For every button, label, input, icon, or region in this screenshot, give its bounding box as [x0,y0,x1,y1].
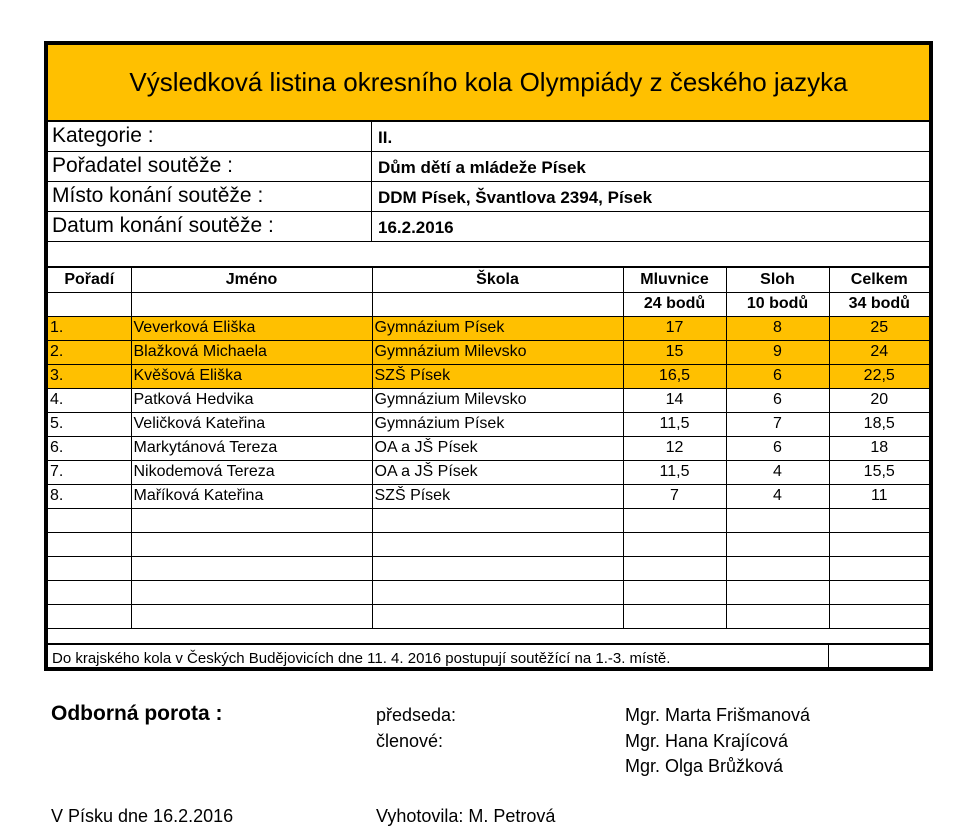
grammar-cell: 15 [623,340,726,364]
chair-name: Mgr. Marta Frišmanová [625,705,811,725]
info-row-venue [48,182,929,212]
school-cell: Gymnázium Písek [372,316,623,340]
table-row [48,484,929,508]
empty-cell [131,532,372,556]
school-cell: Gymnázium Milevsko [372,340,623,364]
info-label: Datum konání soutěže : [52,214,274,237]
subheader-name [131,292,372,316]
rank-cell: 8. [48,484,131,508]
total-cell: 22,5 [829,364,929,388]
school-cell: Gymnázium Milevsko [372,388,623,412]
rank-cell: 1. [48,316,131,340]
total-cell: 20 [829,388,929,412]
school-cell: SZŠ Písek [372,484,623,508]
empty-cell [623,580,726,604]
header-grammar: Mluvnice [623,268,726,292]
rank-cell: 5. [48,412,131,436]
empty-cell [372,508,623,532]
table-row [48,436,929,460]
empty-cell [726,580,829,604]
chair-label: předseda: [376,705,457,725]
total-cell: 18,5 [829,412,929,436]
essay-cell: 9 [726,340,829,364]
school-cell: OA a JŠ Písek [372,436,623,460]
empty-cell [372,580,623,604]
empty-row [48,580,929,604]
name-cell: Veličková Kateřina [131,412,372,436]
header-essay: Sloh [726,268,829,292]
table-row [48,316,929,340]
table-row [48,412,929,436]
grammar-cell: 11,5 [623,412,726,436]
empty-cell [623,604,726,628]
empty-cell [623,556,726,580]
empty-cell [48,556,131,580]
total-cell: 15,5 [829,460,929,484]
empty-cell [131,508,372,532]
name-cell: Markytánová Tereza [131,436,372,460]
empty-cell [131,604,372,628]
name-cell: Veverková Eliška [131,316,372,340]
rank-cell: 4. [48,388,131,412]
essay-cell: 6 [726,364,829,388]
table-row [48,388,929,412]
name-cell: Nikodemová Tereza [131,460,372,484]
header-name: Jméno [131,268,372,292]
empty-cell [726,604,829,628]
table-row [48,364,929,388]
grammar-cell: 14 [623,388,726,412]
total-cell: 25 [829,316,929,340]
spacer-row [48,242,929,268]
essay-cell: 6 [726,436,829,460]
essay-cell: 6 [726,388,829,412]
rank-cell: 6. [48,436,131,460]
empty-cell [829,532,929,556]
members-label: členové: [376,731,444,751]
total-cell: 24 [829,340,929,364]
grammar-cell: 16,5 [623,364,726,388]
school-cell: Gymnázium Písek [372,412,623,436]
name-cell: Patková Hedvika [131,388,372,412]
empty-cell [131,580,372,604]
header-rank: Pořadí [48,268,131,292]
table-row [48,460,929,484]
empty-row [48,532,929,556]
essay-cell: 7 [726,412,829,436]
school-cell: OA a JŠ Písek [372,460,623,484]
empty-cell [48,532,131,556]
info-value: II. [378,128,393,147]
info-label: Kategorie : [52,124,154,147]
member-name: Mgr. Olga Brůžková [625,756,784,776]
grammar-cell: 7 [623,484,726,508]
empty-cell [372,532,623,556]
subheader-essay-max: 10 bodů [726,292,829,316]
info-row-category [48,122,929,152]
empty-row [48,556,929,580]
empty-cell [829,604,929,628]
info-value: DDM Písek, Švantlova 2394, Písek [378,188,653,207]
empty-cell [48,508,131,532]
advancement-note-row [48,643,929,671]
info-label: Místo konání soutěže : [52,184,264,207]
grammar-cell: 12 [623,436,726,460]
empty-cell [131,556,372,580]
name-cell: Kvěšová Eliška [131,364,372,388]
empty-cell [623,508,726,532]
empty-cell [623,532,726,556]
info-row-organizer [48,152,929,182]
rank-cell: 7. [48,460,131,484]
header-total: Celkem [829,268,929,292]
header-school: Škola [372,268,623,292]
results-table [48,268,929,629]
jury-title: Odborná porota : [51,702,223,725]
total-cell: 18 [829,436,929,460]
prepared-by: Vyhotovila: M. Petrová [376,806,556,826]
empty-cell [726,556,829,580]
empty-cell [48,580,131,604]
rank-cell: 2. [48,340,131,364]
info-row-date [48,212,929,242]
empty-cell [372,604,623,628]
essay-cell: 4 [726,484,829,508]
empty-cell [829,580,929,604]
grammar-cell: 17 [623,316,726,340]
school-cell: SZŠ Písek [372,364,623,388]
empty-cell [829,508,929,532]
member-name: Mgr. Hana Krajícová [625,731,789,751]
name-cell: Blažková Michaela [131,340,372,364]
advancement-note: Do krajského kola v Českých Budějovicích dne 11. 4. 2016 postupují soutěžící na 1.-3. místě. [52,650,671,667]
rank-cell: 3. [48,364,131,388]
place-date: V Písku dne 16.2.2016 [51,806,234,826]
info-value: Dům dětí a mládeže Písek [378,158,586,177]
total-cell: 11 [829,484,929,508]
sheet-title: Výsledková listina okresního kola Olympiády z českého jazyka [48,45,929,122]
name-cell: Maříková Kateřina [131,484,372,508]
essay-cell: 4 [726,460,829,484]
essay-cell: 8 [726,316,829,340]
empty-row [48,604,929,628]
subheader-total-max: 34 bodů [829,292,929,316]
grammar-cell: 11,5 [623,460,726,484]
empty-cell [48,604,131,628]
info-label: Pořadatel soutěže : [52,154,233,177]
empty-cell [726,508,829,532]
empty-cell [726,532,829,556]
table-row [48,340,929,364]
subheader-row [48,292,929,316]
empty-cell [829,556,929,580]
empty-row [48,508,929,532]
info-value: 16.2.2016 [378,218,454,237]
subheader-school [372,292,623,316]
header-row [48,268,929,292]
subheader-grammar-max: 24 bodů [623,292,726,316]
results-sheet [44,41,933,671]
subheader-rank [48,292,131,316]
empty-cell [372,556,623,580]
